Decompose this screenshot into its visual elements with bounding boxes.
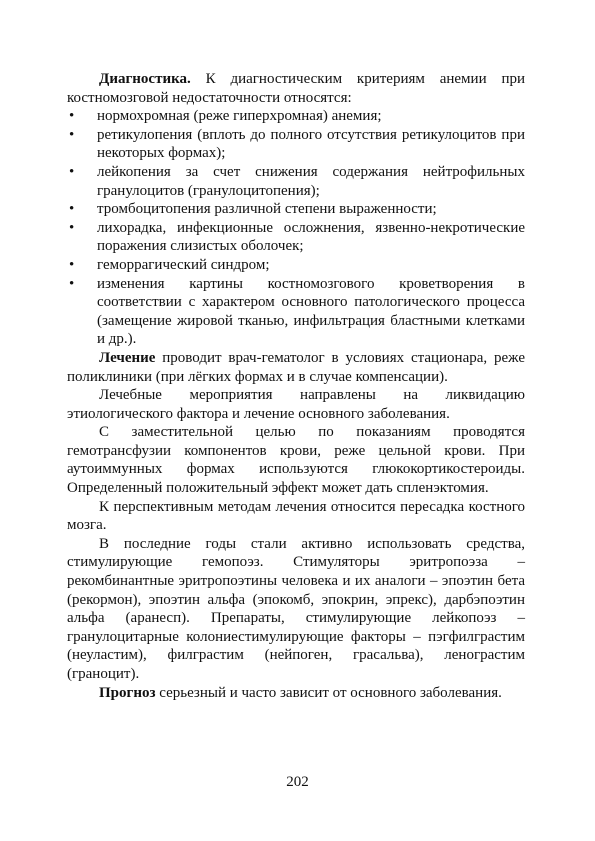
bullet-icon: • [69,219,75,236]
treatment-paragraph [67,349,525,386]
prognosis-text: серьезный и часто зависит от основного заболевания. [155,684,502,701]
list-item-text: изменения картины костномозгового кроветворения в соответствии с характером основного патологического процесса (замещение жировой тканью, инфильтрация бластными клетками и др.). [97,275,525,348]
body-paragraph: К перспективным методам лечения относится пересадка костного мозга. [67,498,525,534]
diagnostics-intro-text: К диагностическим критериям анемии при костномозговой недостаточности относятся: [67,71,525,106]
list-item [67,219,525,256]
bullet-icon: • [69,201,75,218]
page-number: 202 [286,774,309,790]
page-body [67,68,525,702]
body-paragraph: С заместительной целью по показаниям проводятся гемотрансфузии компонентов крови, реже цельной крови. При аутоиммунных формах используются глюкокортикостероиды. Определенный положительный эффект может дать спленэктомия. [67,424,525,497]
list-item-text: тромбоцитопения различной степени выраженности; [97,201,437,218]
list-item [67,107,525,126]
list-item-text: лейкопения за счет снижения содержания нейтрофильных гранулоцитов (гранулоцитопения); [97,163,525,199]
diagnostic-criteria-list [67,107,525,349]
list-item [67,126,525,163]
bullet-icon: • [69,108,75,125]
treatment-heading: Лечение [99,349,156,366]
diagnostics-paragraph [67,70,525,107]
prognosis-paragraph [67,684,525,703]
list-item-text: лихорадка, инфекционные осложнения, язвенно-некротические поражения слизистых оболочек; [97,219,525,255]
bullet-icon: • [69,256,75,273]
bullet-icon: • [69,163,75,180]
treatment-text: проводит врач-гематолог в условиях стационара, реже поликлиники (при лёгких формах и в случае компенсации). [67,349,525,385]
body-paragraph: Лечебные мероприятия направлены на ликвидацию этиологического фактора и лечение основного заболевания. [67,387,525,422]
body-paragraph: В последние годы стали активно использовать средства, стимулирующие гемопоэз. Стимуляторы эритропоэза – рекомбинантные эритропоэтины человека и их аналоги – эпоэтин бета (рекормон), эпоэтин альфа (эпокомб, эпокрин, эпрекс), дарбэпоэтин альфа (аранесп). Препараты, стимулирующие лейкопоэз – гранулоцитарные колониестимулирующие факторы – пэгфилграстим (неуластим), филграстим (нейпоген, грасальва), ленограстим (граноцит). [67,535,525,682]
bullet-icon: • [69,126,75,143]
prognosis-heading: Прогноз [99,684,156,701]
list-item-text: геморрагический синдром; [97,256,270,273]
bullet-icon: • [69,275,75,292]
diagnostics-heading: Диагностика. [99,71,191,87]
list-item [67,163,525,200]
list-item [67,256,525,275]
list-item [67,200,525,219]
list-item-text: ретикулопения (вплоть до полного отсутствия ретикулоцитов при некоторых формах); [97,126,525,162]
list-item-text: нормохромная (реже гиперхромная) анемия; [97,108,382,125]
list-item [67,275,525,349]
